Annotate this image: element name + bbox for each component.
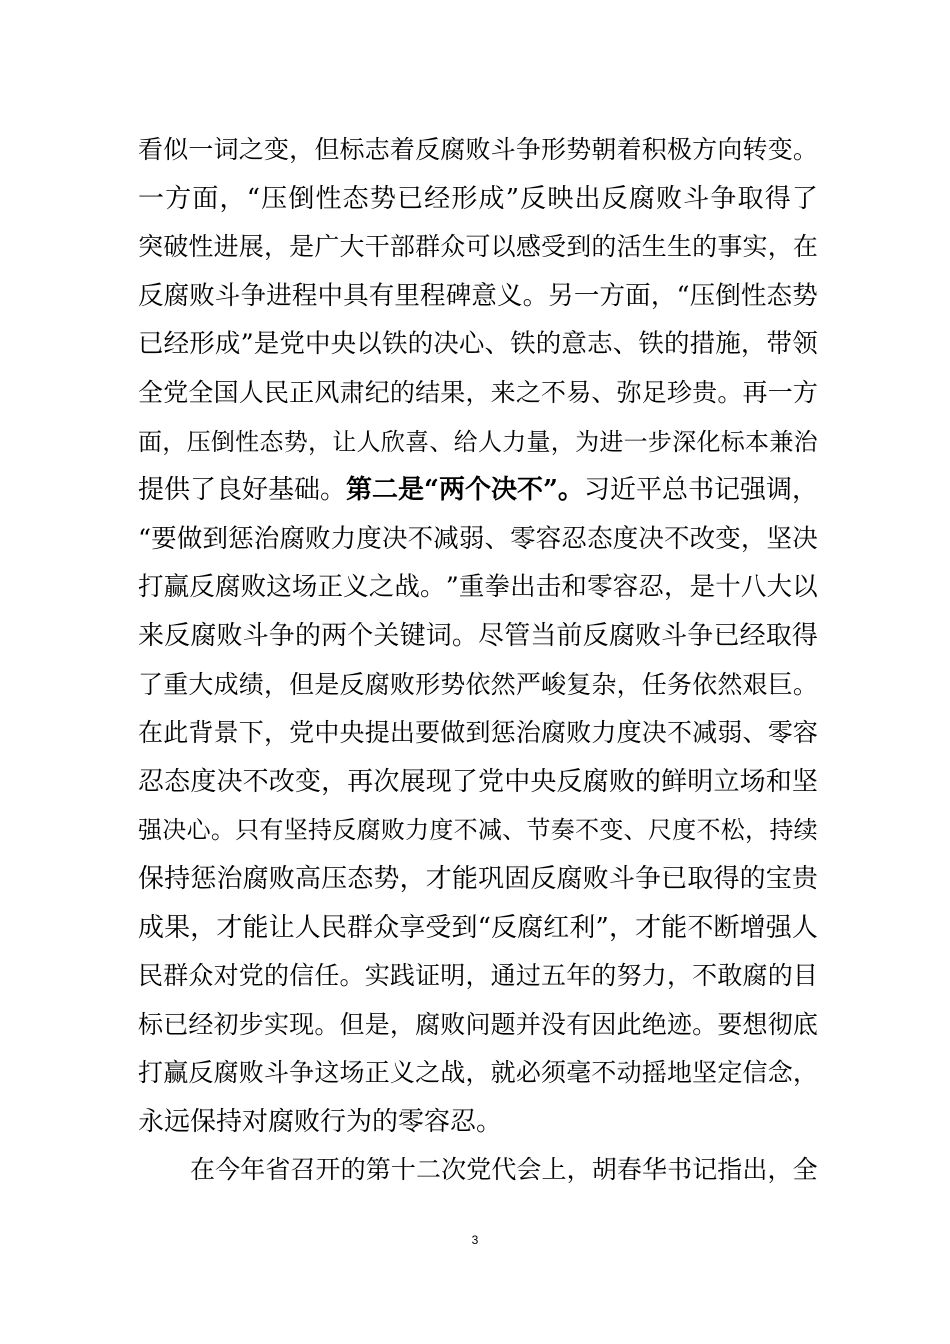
text-line: 了 重 大 成 绩 ， 但 是 反 腐 败 形 势 依 然 严 峻 复 杂 ， 任 务 依 然 艰 巨 。 [138,669,818,699]
text-line: 突 破 性 进 展 ， 是 广 大 干 部 群 众 可 以 感 受 到 的 活 生 生 的 事 实 ， 在 [138,232,818,262]
text-line: 标 已 经 初 步 实 现 。 但 是 ， 腐 败 问 题 并 没 有 因 此 绝 迹 。 要 想 彻 底 [138,1009,818,1039]
paragraph-first-line: 在 今 年 省 召 开 的 第 十 二 次 党 代 会 上 ， 胡 春 华 书 记 指 出 ， 全 [190,1155,818,1185]
text-segment: 习近平总书记强调， [583,475,818,506]
text-line-with-bold [138,466,818,515]
text-line: 看 似 一 词 之 变 ， 但 标 志 着 反 腐 败 斗 争 形 势 朝 着 积 极 方 向 转 变 。 [138,135,818,164]
text-line: “ 要 做 到 惩 治 腐 败 力 度 决 不 减 弱 、 零 容 忍 态 度 决 不 改 变 ， 坚 决 [138,523,818,554]
text-line: 面 ， 压 倒 性 态 势 ， 让 人 欣 喜 、 给 人 力 量 ， 为 进 一 步 深 化 标 本 兼 治 [138,427,818,456]
text-line: 来 反 腐 败 斗 争 的 两 个 关 键 词 。 尽 管 当 前 反 腐 败 斗 争 已 经 取 得 [138,620,818,651]
text-line: 一 方 面 ， “ 压 倒 性 态 势 已 经 形 成 ” 反 映 出 反 腐 败 斗 争 取 得 了 [138,183,818,214]
text-line: 强 决 心 。 只 有 坚 持 反 腐 败 力 度 不 减 、 节 奏 不 变 、 尺 度 不 松 ， 持 续 [138,816,818,845]
text-line: 全 党 全 国 人 民 正 风 肃 纪 的 结 果 ， 来 之 不 易 、 弥 足 珍 贵 。 再 一 方 [138,377,818,407]
page-number: 3 [471,1233,479,1247]
text-line: 永远保持对腐败行为的零容忍。 [138,1106,503,1137]
body-text [138,126,818,1195]
text-line: 成 果 ， 才 能 让 人 民 群 众 享 受 到 “ 反 腐 红 利 ” ， 才 能 不 断 增 强 人 [138,912,818,943]
text-line: 忍 态 度 决 不 改 变 ， 再 次 展 现 了 党 中 央 反 腐 败 的 鲜 明 立 场 和 坚 [138,766,818,797]
text-line: 反 腐 败 斗 争 进 程 中 具 有 里 程 碑 意 义 。 另 一 方 面 ， “ 压 倒 性 态 势 [138,280,818,311]
text-line: 已 经 形 成 ” 是 党 中 央 以 铁 的 决 心 、 铁 的 意 志 、 铁 的 措 施 ， 带 领 [138,329,818,360]
text-line: 打 赢 反 腐 败 斗 争 这 场 正 义 之 战 ， 就 必 须 毫 不 动 摇 地 坚 定 信 念 ， [138,1058,818,1088]
text-line: 在 此 背 景 下 ， 党 中 央 提 出 要 做 到 惩 治 腐 败 力 度 决 不 减 弱 、 零 容 [138,718,818,748]
text-line: 民 群 众 对 党 的 信 任 。 实 践 证 明 ， 通 过 五 年 的 努 力 ， 不 敢 腐 的 目 [138,961,818,991]
bold-heading-segment: 第二是“两个决不”。 [346,475,584,506]
text-segment: 提供了良好基础。 [138,475,347,506]
text-line: 打 赢 反 腐 败 这 场 正 义 之 战 。 ” 重 拳 出 击 和 零 容 忍 ， 是 十 八 大 以 [138,572,818,603]
text-line: 保 持 惩 治 腐 败 高 压 态 势 ， 才 能 巩 固 反 腐 败 斗 争 已 取 得 的 宝 贵 [138,863,818,894]
